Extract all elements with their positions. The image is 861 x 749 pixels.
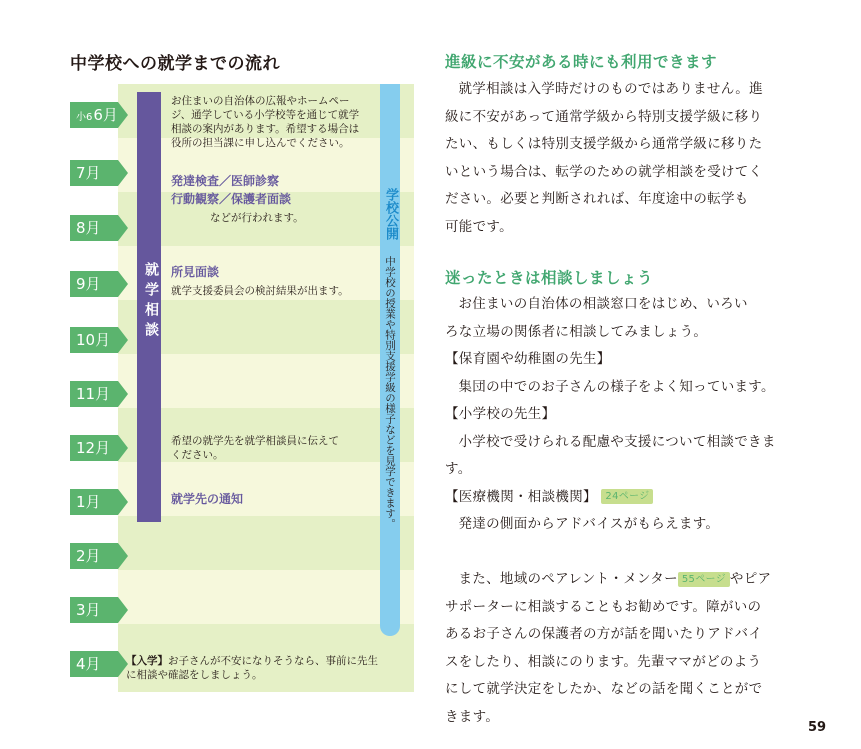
month-label-7: 7月 xyxy=(70,160,118,186)
month-label-9: 9月 xyxy=(70,271,118,297)
school-open-description: 中学校の授業や特別支援学級の様子などを見学できます。 xyxy=(384,256,396,529)
month-label-2: 2月 xyxy=(70,543,118,569)
month-label-10: 10月 xyxy=(70,327,118,353)
month-band-10 xyxy=(118,570,414,624)
event-preference: 希望の就学先を就学相談員に伝えて ください。 xyxy=(171,435,339,461)
page-ref-24[interactable]: 24ページ xyxy=(601,489,653,504)
school-open-label: 学校公開 xyxy=(383,188,398,240)
item-body-elementary: 小学校で受けられる配慮や支援について相談できます。 xyxy=(445,433,776,477)
month-band-6 xyxy=(118,354,414,408)
timeline xyxy=(70,84,414,692)
item-body-medical: 発達の側面からアドバイスがもらえます。 xyxy=(458,516,720,532)
event-assessment: 発達検査／医師診察 行動観察／保護者面談 xyxy=(171,174,292,206)
month-label-12: 12月 xyxy=(70,435,118,461)
month-band-8 xyxy=(118,462,414,516)
item-head-medical: 【医療機関・相談機関】 24ページ xyxy=(445,484,795,512)
event-assessment-note: などが行われます。 xyxy=(210,212,304,224)
month-label-6: 小66月 xyxy=(70,102,118,128)
item-body-nursery: 集団の中でのお子さんの様子をよく知っています。 xyxy=(458,378,775,395)
event-notification: 就学先の通知 xyxy=(171,492,244,506)
month-label-1: 1月 xyxy=(70,489,118,515)
paragraph-consult: お住まいの自治体の相談窓口をはじめ、いろい ろな立場の関係者に相談してみましょう。 【保育園や幼稚園の先生】 集団の中でのお子さんの様子をよく知っています。 【小学校の先生】 小学校で受けられる配慮や支援について相談できます。 【医療機関・相談機関】 24ページ 発達の側面からアドバイスがもらえます。 また、地域のペアレント・メンター 55ページ やピア サポーターに相談することもお勧めです。障がいの あるお子さんの保護者の方が話を聞いたりアドバイ スをしたり、相談にのります。先輩ママがどのよう にして就学決定をしたか、などの話を聞くことがで きます。 xyxy=(445,291,795,731)
paragraph-grade-transition: 就学相談は入学時だけのものではありません。進 級に不安があって通常学級から特別支援学級に移り たい、もしくは特別支援学級から通常学級に移りた いという場合は、転学のための就学相談を受けてく ださい。必要と判断されれば、年度途中の転学も 可能です。 xyxy=(445,81,763,235)
item-head-elementary: 【小学校の先生】 xyxy=(445,406,556,422)
month-label-11: 11月 xyxy=(70,381,118,407)
page-ref-55[interactable]: 55ページ xyxy=(678,572,730,587)
heading-consult: 迷ったときは相談しましょう xyxy=(445,269,654,287)
event-announcement: お住まいの自治体の広報やホームペー ジ、通学している小学校等を通じて就学 相談の案内があります。希望する場合は 役所の担当課に申し込んでください。 xyxy=(171,95,360,149)
consultation-label: 就学相談 xyxy=(143,262,159,342)
event-findings-body: 就学支援委員会の検討結果が出ます。 xyxy=(171,285,349,297)
event-findings-title: 所見面談 xyxy=(171,265,220,279)
month-band-9 xyxy=(118,516,414,570)
event-enrollment: 【入学】お子さんが不安になりそうなら、事前に先生 に相談や確認をしましょう。 xyxy=(126,655,378,681)
consultation-bar xyxy=(137,92,161,522)
section-title: 中学校への就学までの流れ xyxy=(70,54,280,74)
month-band-5 xyxy=(118,300,414,354)
page-number: 59 xyxy=(808,720,827,735)
month-label-4: 4月 xyxy=(70,651,118,677)
month-label-3: 3月 xyxy=(70,597,118,623)
item-head-nursery: 【保育園や幼稚園の先生】 xyxy=(445,351,611,367)
heading-grade-transition: 進級に不安がある時にも利用できます xyxy=(445,53,718,71)
month-label-8: 8月 xyxy=(70,215,118,241)
school-open-bar xyxy=(380,84,400,636)
